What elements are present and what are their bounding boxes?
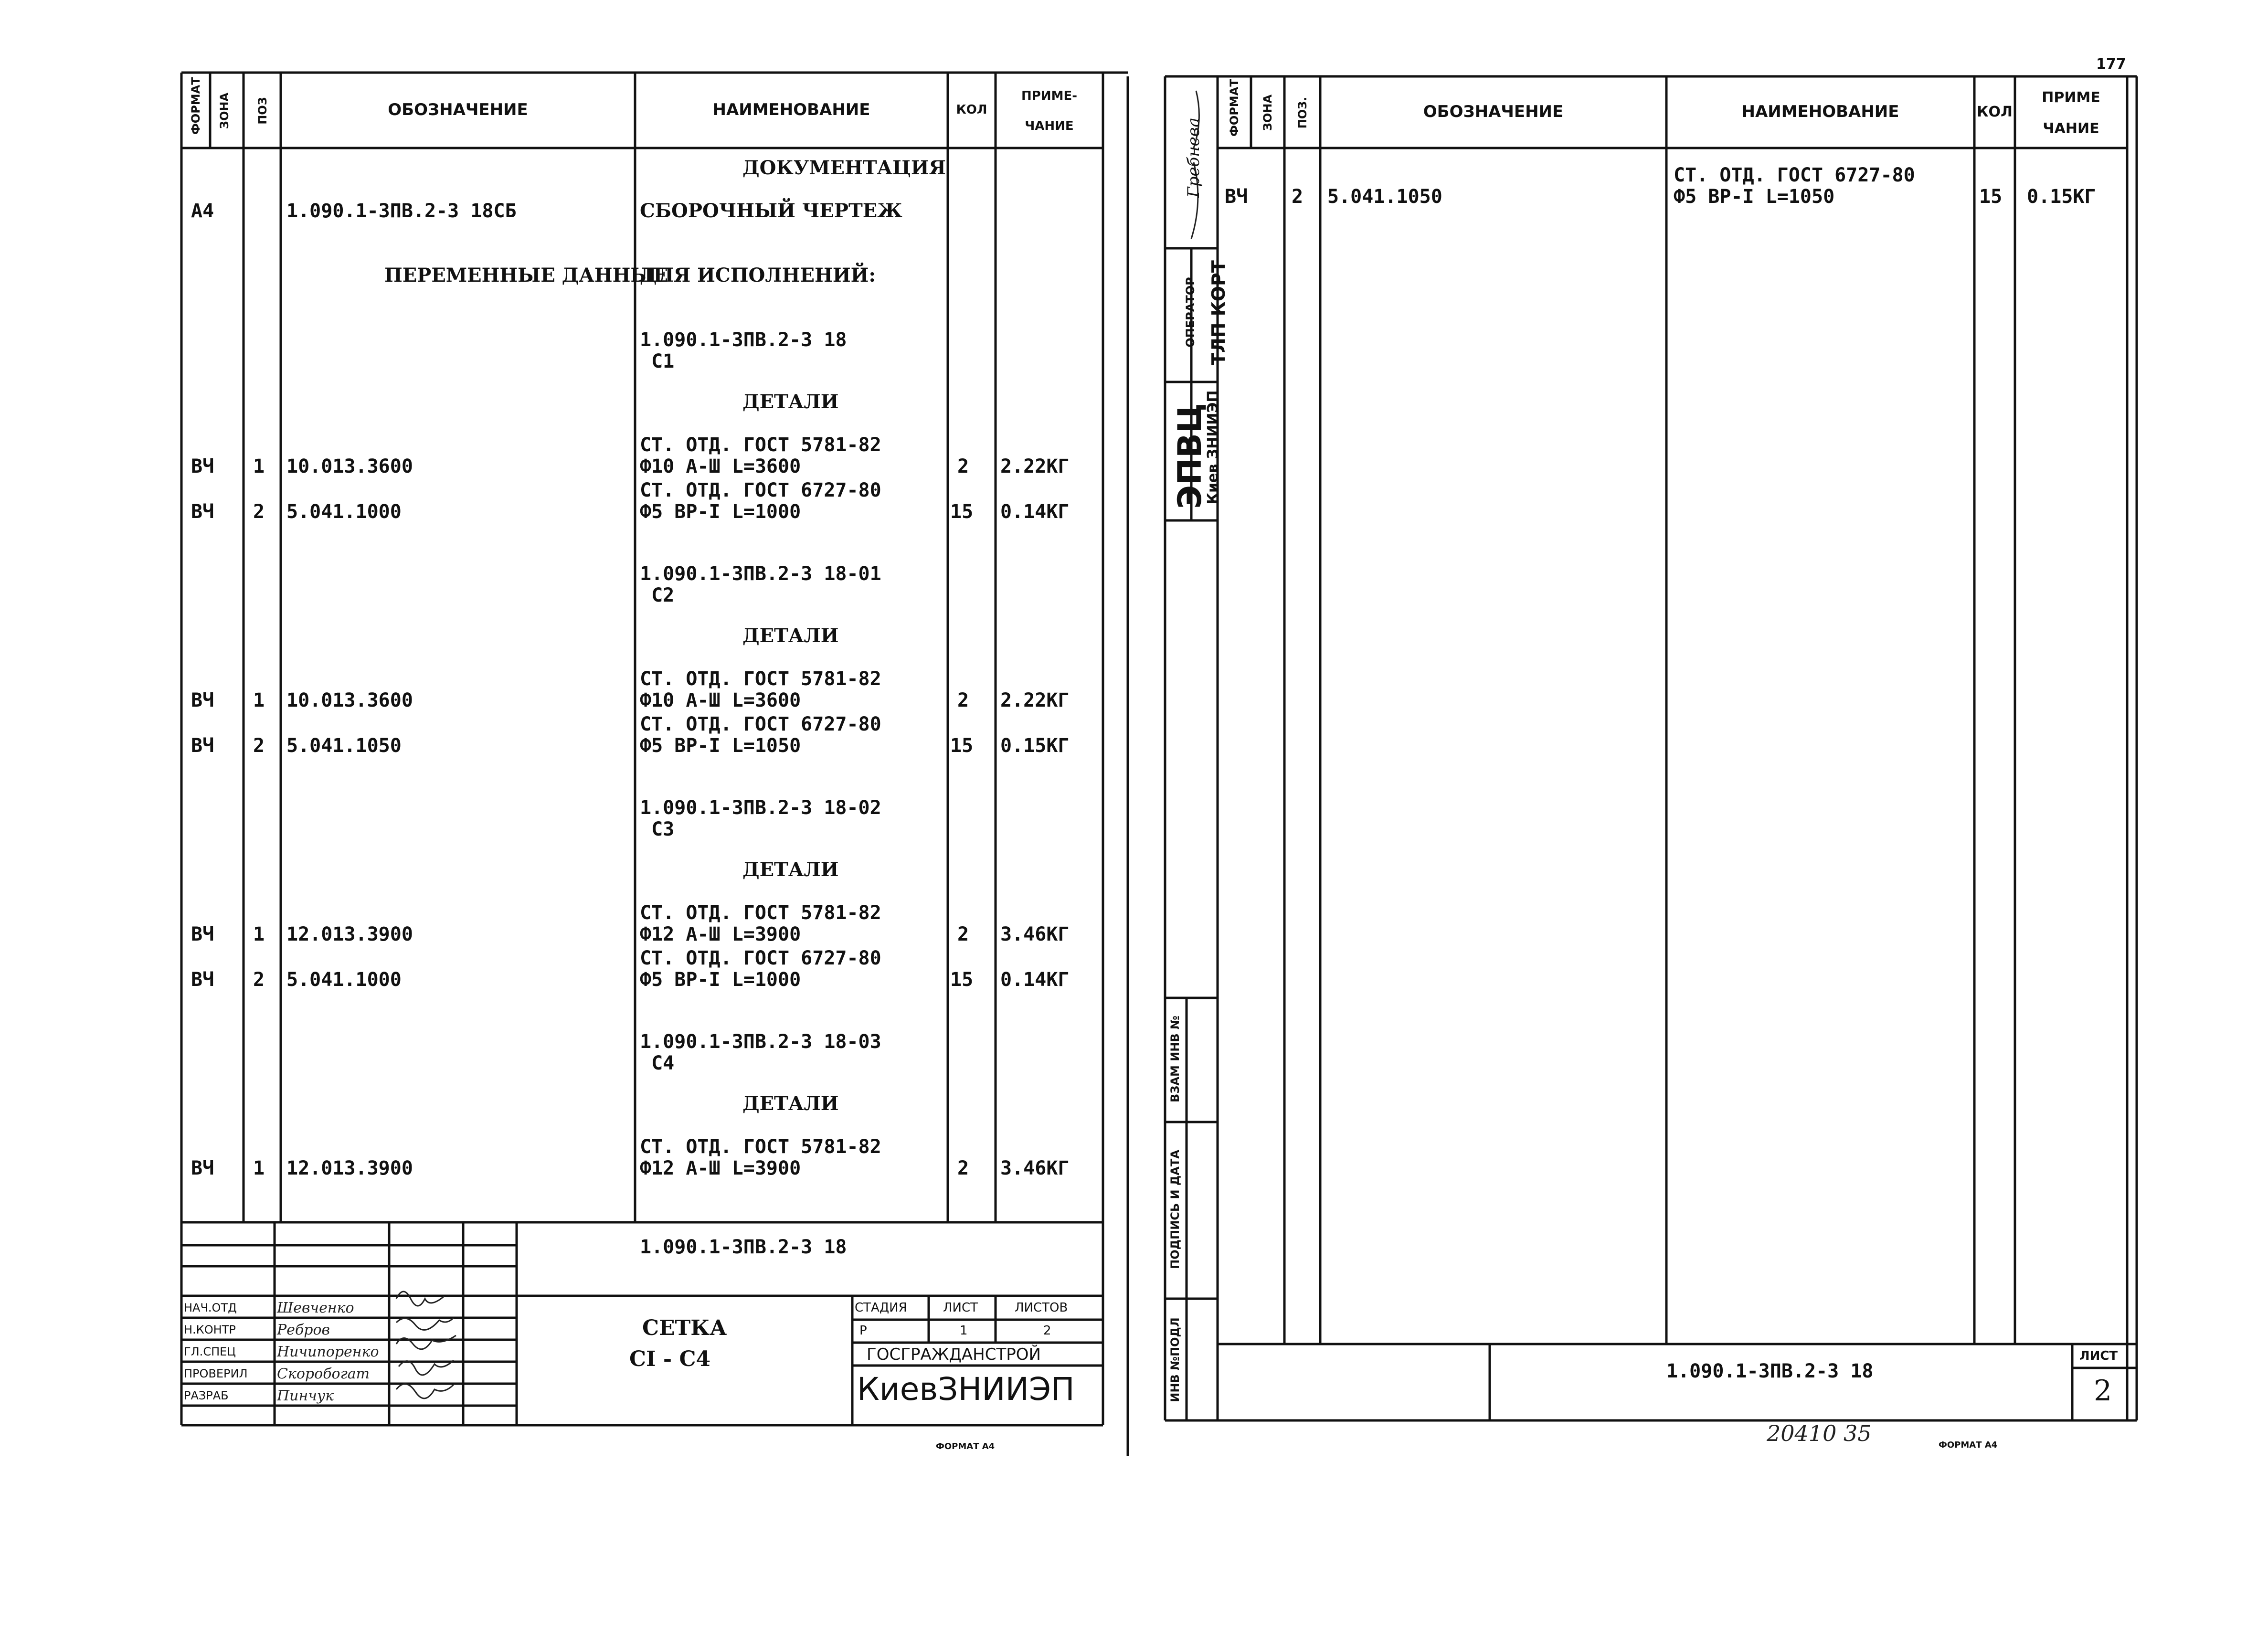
r-header-pos: ПОЗ. [1296, 96, 1309, 129]
role-person: Пинчук [277, 1387, 334, 1404]
left-row-note: 3.46КГ [1000, 1157, 1070, 1179]
left-row-qty: 2 [957, 1157, 969, 1179]
r-row-pos: 2 [1292, 186, 1304, 208]
left-row-note: 3.46КГ [1000, 923, 1070, 945]
org-name-1: ГОСГРАЖДАНСТРОЙ [867, 1345, 1041, 1364]
role-person: Ребров [277, 1322, 330, 1338]
left-row-name: С2 [640, 584, 675, 606]
left-row-name: СТ. ОТД. ГОСТ 5781-82 [640, 902, 881, 924]
stage-label: СТАДИЯ [855, 1301, 907, 1315]
side-name: Гребнева [1184, 117, 1203, 198]
left-row-name: ДЕТАЛИ [742, 391, 839, 413]
header-qty: КОЛ [956, 103, 987, 117]
left-row-name: С3 [640, 818, 675, 840]
left-row-fmt: ВЧ [191, 923, 214, 945]
left-row-name: СБОРОЧНЫЙ ЧЕРТЕЖ [640, 200, 902, 222]
left-row-name: Ф5 ВР-I L=1000 [640, 969, 801, 991]
left-row-pos: 2 [253, 969, 265, 991]
r-row-format: ВЧ [1225, 186, 1248, 208]
left-row-name: СТ. ОТД. ГОСТ 6727-80 [640, 713, 881, 735]
role-person: Ничипоренко [277, 1344, 379, 1360]
role-label: НАЧ.ОТД [184, 1301, 237, 1314]
r-sheet-value: 2 [2094, 1374, 2112, 1408]
left-row-name: СТ. ОТД. ГОСТ 6727-80 [640, 479, 881, 501]
left-row-qty: 15 [950, 501, 974, 523]
left-row-name: СТ. ОТД. ГОСТ 5781-82 [640, 1136, 881, 1158]
r-header-format: ФОРМАТ [1228, 79, 1241, 137]
r-header-note-2: ЧАНИЕ [2043, 120, 2099, 137]
left-row-name: 1.090.1-3ПВ.2-3 18-01 [640, 563, 881, 585]
r-row-name-1: СТ. ОТД. ГОСТ 6727-80 [1674, 164, 1915, 186]
left-row-des: 10.013.3600 [286, 689, 413, 711]
header-name: НАИМЕНОВАНИЕ [712, 100, 870, 120]
left-row-fmt: ВЧ [191, 501, 214, 523]
left-row-pos: 1 [253, 689, 265, 711]
left-doc-code: 1.090.1-3ПВ.2-3 18 [640, 1236, 847, 1258]
role-label: ПРОВЕРИЛ [184, 1367, 248, 1380]
left-row-qty: 2 [957, 689, 969, 711]
r-row-designation: 5.041.1050 [1327, 186, 1442, 208]
left-row-name: С4 [640, 1052, 675, 1074]
sheet-value: 1 [960, 1324, 968, 1338]
left-row-pos: 2 [253, 501, 265, 523]
page-number: 177 [2096, 56, 2126, 73]
left-row-name: ДЕТАЛИ [742, 1092, 839, 1115]
left-format-label: ФОРМАТ А4 [936, 1441, 995, 1451]
r-row-qty: 15 [1979, 186, 2003, 208]
role-label: Н.КОНТР [184, 1323, 236, 1336]
header-zone: ЗОНА [218, 92, 231, 129]
sheets-label: ЛИСТОВ [1015, 1301, 1068, 1315]
r-header-note-1: ПРИМЕ [2042, 89, 2100, 106]
left-row-des: 5.041.1050 [286, 735, 402, 757]
left-row-fmt: ВЧ [191, 455, 214, 477]
sheet-label: ЛИСТ [943, 1301, 978, 1315]
r-header-designation: ОБОЗНАЧЕНИЕ [1423, 102, 1564, 122]
left-row-qty: 15 [950, 735, 974, 757]
left-row-pos: 1 [253, 1157, 265, 1179]
left-row-fmt: А4 [191, 200, 214, 222]
left-row-qty: 15 [950, 969, 974, 991]
r-header-name: НАИМЕНОВАНИЕ [1741, 102, 1899, 122]
role-label: ГЛ.СПЕЦ [184, 1345, 236, 1358]
left-row-name: Ф12 А-Ш L=3900 [640, 1157, 801, 1179]
left-row-name: Ф10 А-Ш L=3600 [640, 455, 801, 477]
stage-value: Р [859, 1324, 867, 1338]
role-label: РАЗРАБ [184, 1389, 229, 1402]
left-row-fmt: ВЧ [191, 1157, 214, 1179]
left-row-name: 1.090.1-3ПВ.2-3 18-02 [640, 797, 881, 819]
left-row-name: СТ. ОТД. ГОСТ 5781-82 [640, 668, 881, 690]
left-row-des: 1.090.1-3ПВ.2-3 18СБ [286, 200, 517, 222]
left-row-name: СТ. ОТД. ГОСТ 6727-80 [640, 947, 881, 969]
header-note-2: ЧАНИЕ [1025, 119, 1074, 134]
left-row-note: 0.14КГ [1000, 501, 1070, 523]
header-note-1: ПРИМЕ- [1021, 89, 1077, 104]
left-row-name: 1.090.1-3ПВ.2-3 18 [640, 329, 847, 351]
left-row-fmt: ВЧ [191, 969, 214, 991]
left-row-name: Ф10 А-Ш L=3600 [640, 689, 801, 711]
title-line-2: СI - С4 [629, 1347, 711, 1371]
role-person: Шевченко [277, 1300, 354, 1316]
side-sign-date: ПОДПИСЬ И ДАТА [1168, 1150, 1182, 1269]
r-header-qty: КОЛ [1977, 103, 2013, 120]
left-row-pos: 1 [253, 923, 265, 945]
r-row-note: 0.15КГ [2027, 186, 2096, 208]
left-row-note: 0.14КГ [1000, 969, 1070, 991]
left-row-name: ДЛЯ ИСПОЛНЕНИЙ: [640, 264, 876, 286]
header-designation: ОБОЗНАЧЕНИЕ [388, 100, 528, 120]
left-row-qty: 2 [957, 923, 969, 945]
left-row-name: ДЕТАЛИ [742, 625, 839, 647]
role-person: Скоробогат [277, 1366, 370, 1382]
left-row-des: 5.041.1000 [286, 969, 402, 991]
header-format: ФОРМАТ [189, 77, 202, 135]
header-pos: ПОЗ [256, 97, 269, 125]
r-row-name-2: Ф5 ВР-I L=1050 [1674, 186, 1835, 208]
r-doc-code: 1.090.1-3ПВ.2-3 18 [1666, 1360, 1874, 1382]
title-line-1: СЕТКА [642, 1316, 727, 1340]
side-tlp: ТЛП КОРТ [1208, 260, 1229, 365]
left-row-fmt: ВЧ [191, 735, 214, 757]
side-operator: ОПЕРАТОР [1184, 277, 1197, 348]
left-row-note: 2.22КГ [1000, 455, 1070, 477]
left-row-des: 10.013.3600 [286, 455, 413, 477]
left-row-note: 2.22КГ [1000, 689, 1070, 711]
left-row-name: ДЕТАЛИ [742, 858, 839, 881]
left-row-pos: 2 [253, 735, 265, 757]
sheets-value: 2 [1043, 1324, 1051, 1338]
left-row-name: Ф5 ВР-I L=1000 [640, 501, 801, 523]
r-header-zone: ЗОНА [1261, 94, 1274, 131]
right-format-label: ФОРМАТ А4 [1939, 1440, 1998, 1450]
left-row-des: 12.013.3900 [286, 923, 413, 945]
left-row-des: ПЕРЕМЕННЫЕ ДАННЫЕ [384, 264, 668, 286]
org-name-2: КиевЗНИИЭП [857, 1371, 1075, 1408]
left-row-name: СТ. ОТД. ГОСТ 5781-82 [640, 434, 881, 456]
left-row-name: Ф5 ВР-I L=1050 [640, 735, 801, 757]
left-row-pos: 1 [253, 455, 265, 477]
left-row-name: ДОКУМЕНТАЦИЯ [742, 157, 946, 179]
side-inv-sub: ИНВ №ПОДЛ [1168, 1317, 1182, 1402]
left-row-name: Ф12 А-Ш L=3900 [640, 923, 801, 945]
left-row-des: 12.013.3900 [286, 1157, 413, 1179]
left-row-name: С1 [640, 350, 675, 372]
r-sheet-label: ЛИСТ [2079, 1349, 2118, 1363]
left-row-name: 1.090.1-3ПВ.2-3 18-03 [640, 1031, 881, 1053]
archive-stamp: 20410 35 [1767, 1420, 1872, 1446]
left-row-note: 0.15КГ [1000, 735, 1070, 757]
side-vzam: ВЗАМ ИНВ № [1168, 1016, 1182, 1102]
side-kiev: Киев ЗНИИЭП [1205, 390, 1221, 505]
side-evc: ЭПВЦ [1171, 403, 1209, 509]
left-row-fmt: ВЧ [191, 689, 214, 711]
left-row-des: 5.041.1000 [286, 501, 402, 523]
left-row-qty: 2 [957, 455, 969, 477]
